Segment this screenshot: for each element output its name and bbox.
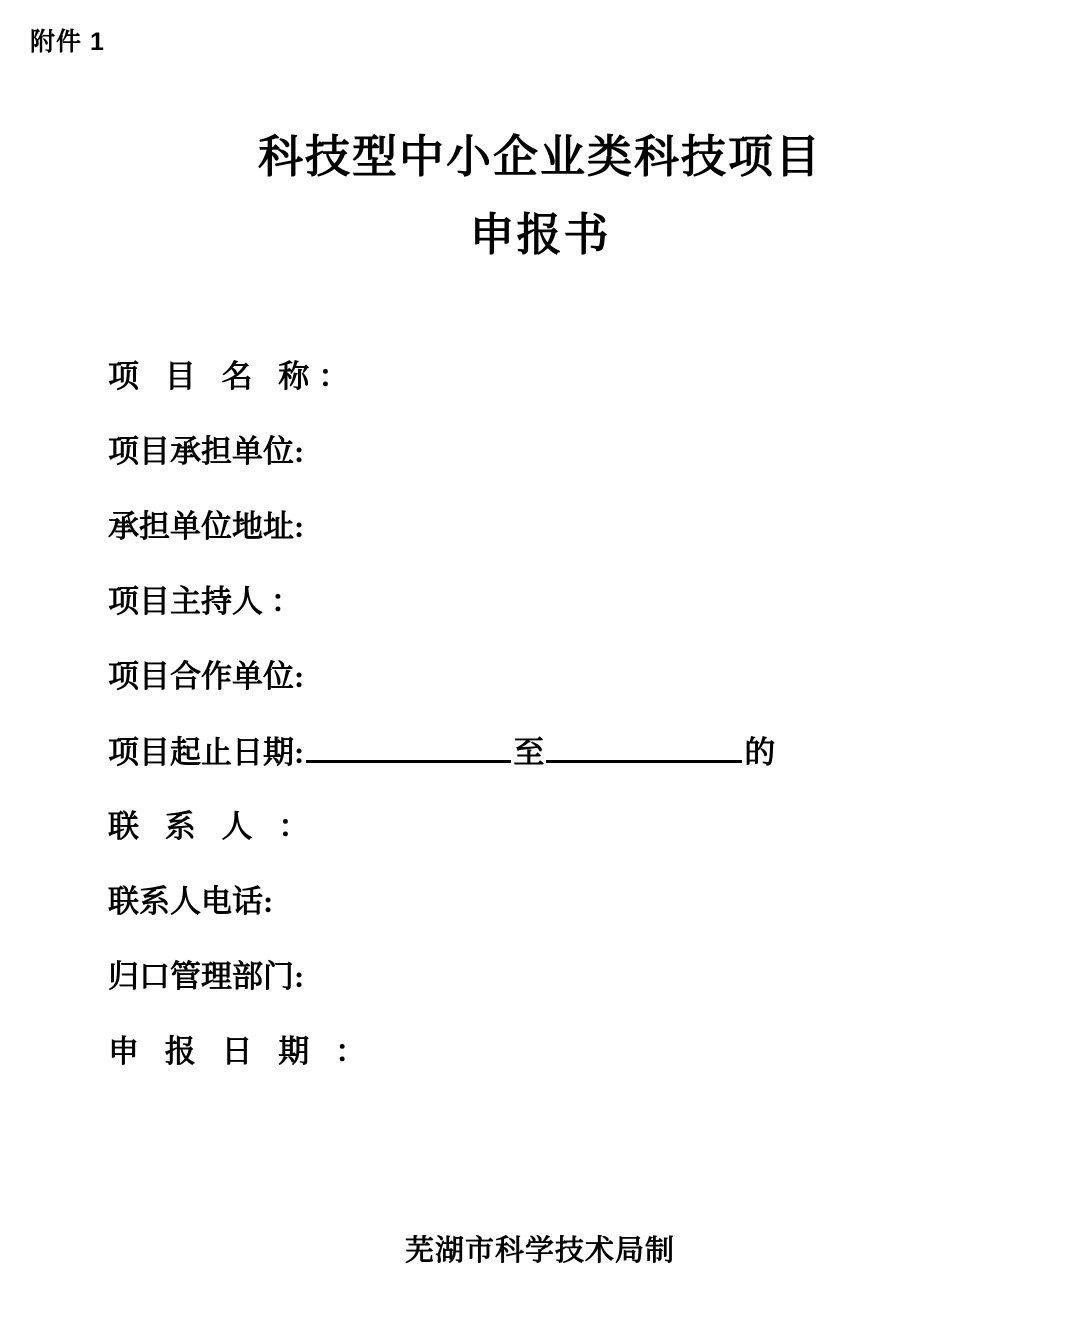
field-project-name — [108, 355, 968, 430]
field-label-cooperating-unit: 项目合作单位: — [108, 659, 305, 694]
document-title-line-2: 申报书 — [469, 209, 611, 260]
field-label-project-period: 项目起止日期: — [108, 735, 305, 770]
field-label-contact-phone: 联系人电话: — [108, 884, 274, 919]
field-label-contact-person: 联 系 人 ： — [108, 809, 319, 844]
document-footer: 芜湖市科学技术局制 — [404, 1235, 675, 1267]
field-project-period — [108, 730, 968, 805]
field-label-managing-department: 归口管理部门: — [108, 959, 305, 994]
field-label-unit-address: 承担单位地址: — [108, 509, 305, 544]
field-project-leader — [108, 580, 968, 655]
field-contact-phone — [108, 880, 968, 955]
attachment-label: 附件 1 — [30, 28, 105, 56]
project-period-suffix: 的 — [744, 735, 776, 770]
field-cooperating-unit — [108, 655, 968, 730]
field-contact-person — [108, 805, 968, 880]
field-undertaking-unit — [108, 430, 968, 505]
field-label-undertaking-unit: 项目承担单位: — [108, 434, 305, 469]
field-unit-address — [108, 505, 968, 580]
field-label-project-leader: 项目主持人 ： — [108, 584, 302, 619]
document-title-line-1: 科技型中小企业类科技项目 — [257, 131, 822, 182]
document-title — [0, 118, 1080, 274]
field-managing-department — [108, 955, 968, 1030]
form-field-list — [108, 355, 968, 1105]
project-start-date-blank[interactable] — [306, 730, 511, 763]
field-label-application-date: 申 报 日 期 ： — [108, 1034, 375, 1069]
project-end-date-blank[interactable] — [546, 730, 742, 763]
field-application-date — [108, 1030, 968, 1105]
project-period-separator: 至 — [513, 735, 545, 770]
field-label-project-name: 项 目 名 称： — [108, 359, 359, 394]
